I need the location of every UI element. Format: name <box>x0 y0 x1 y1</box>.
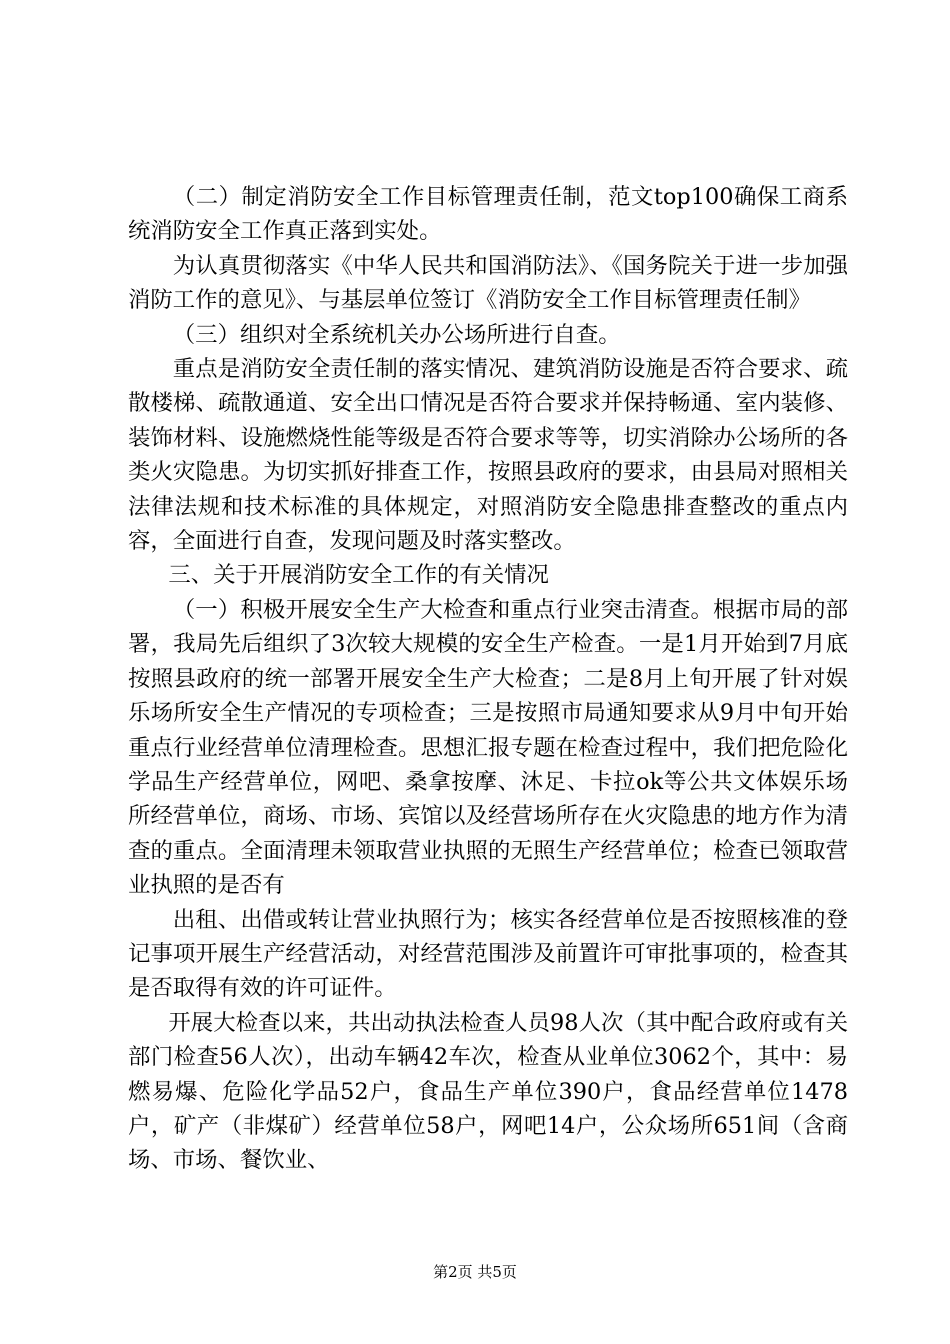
document-body <box>128 180 848 1178</box>
paragraph-inspection: （一）积极开展安全生产大检查和重点行业突击清查。根据市局的部署，我局先后组织了3次较大规模的安全生产检查。一是1月开始到7月底按照县政府的统一部署开展安全生产大检查；二是8月上旬开展了针对娱乐场所安全生产情况的专项检查；三是按照市局通知要求从9月中旬开始重点行业经营单位清理检查。思想汇报专题在检查过程中，我们把危险化学品生产经营单位，网吧、桑拿按摩、沐足、卡拉ok等公共文体娱乐场所经营单位，商场、市场、宾馆以及经营场所存在火灾隐患的地方作为清查的重点。全面清理未领取营业执照的无照生产经营单位；检查已领取营业执照的是否有 <box>128 596 848 899</box>
paragraph-statistics: 开展大检查以来，共出动执法检查人员98人次（其中配合政府或有关部门检查56人次），出动车辆42车次，检查从业单位3062个，其中：易燃易爆、危险化学品52户，食品生产单位390户，食品经营单位1478户，矿产（非煤矿）经营单位58户，网吧14户，公众场所651间（含商场、市场、餐饮业、 <box>128 1009 848 1174</box>
paragraph-section-three: （三）组织对全系统机关办公场所进行自查。 <box>172 321 621 348</box>
paragraph-fire-law: 为认真贯彻落实《中华人民共和国消防法》、《国务院关于进一步加强消防工作的意见》、与基层单位签订《消防安全工作目标管理责任制》 <box>128 252 848 314</box>
heading-fire-safety-work: 三、关于开展消防安全工作的有关情况 <box>168 562 549 589</box>
page-number-footer: 第2页 共5页 <box>433 1263 517 1281</box>
paragraph-section-two: （二）制定消防安全工作目标管理责任制，范文top100确保工商系统消防安全工作真正落到实处。 <box>128 184 848 245</box>
paragraph-key-points: 重点是消防安全责任制的落实情况、建筑消防设施是否符合要求、疏散楼梯、疏散通道、安全出口情况是否符合要求并保持畅通、室内装修、装饰材料、设施燃烧性能等级是否符合要求等等，切实消除办公场所的各类火灾隐患。为切实抓好排查工作，按照县政府的要求，由县局对照相关法律法规和技术标准的具体规定，对照消防安全隐患排查整改的重点内容，全面进行自查，发现问题及时落实整改。 <box>128 356 848 555</box>
paragraph-license-check: 出租、出借或转让营业执照行为；核实各经营单位是否按照核准的登记事项开展生产经营活动，对经营范围涉及前置许可审批事项的，检查其是否取得有效的许可证件。 <box>128 906 848 1002</box>
